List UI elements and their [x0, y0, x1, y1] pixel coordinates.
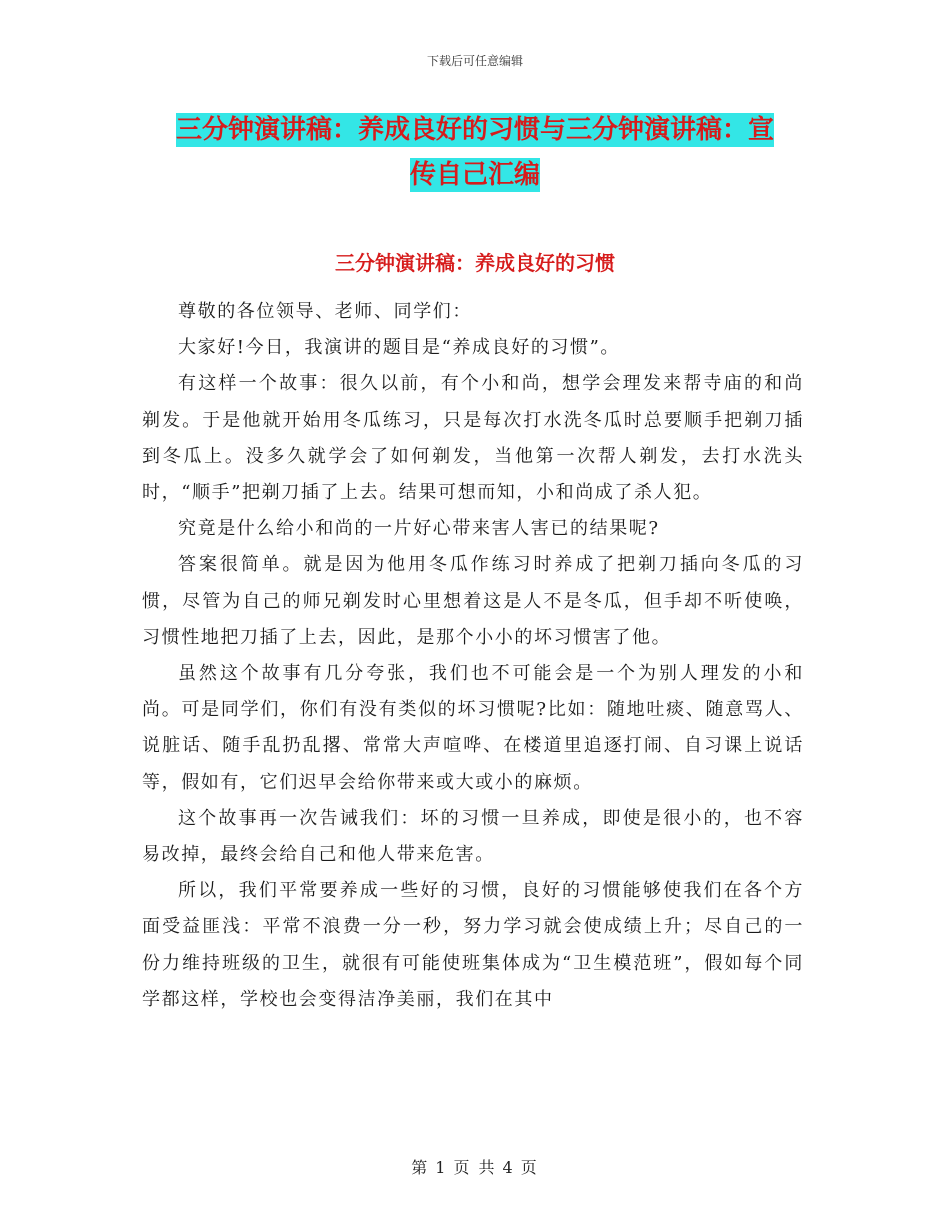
paragraph-answer: 答案很简单。就是因为他用冬瓜作练习时养成了把剃刀插向冬瓜的习惯，尽管为自己的师兄剃发时心里想着这是人不是冬瓜，但手却不听使唤，习惯性地把刀插了上去，因此，是那个小小的坏习惯害了他。 [142, 554, 804, 648]
page-prefix: 第 [411, 1158, 430, 1177]
paragraph-lesson: 这个故事再一次告诫我们：坏的习惯一旦养成，即使是很小的，也不容易改掉，最终会给自己和他人带来危害。 [142, 807, 804, 866]
paragraph-good-habits: 所以，我们平常要养成一些好的习惯，良好的习惯能够使我们在各个方面受益匪浅：平常不浪费一分一秒，努力学习就会使成绩上升；尽自己的一份力维持班级的卫生，就很有可能使班集体成为“卫生模范班”，假如每个同学都这样，学校也会变得洁净美丽，我们在其中 [142, 880, 804, 1010]
paragraph-salutation: 尊敬的各位领导、老师、同学们： [178, 301, 472, 322]
document-title-line-2: 传自己汇编 [409, 160, 540, 190]
page-header-note: 下载后可任意编辑 [426, 54, 523, 68]
total-pages-number: 4 [502, 1158, 515, 1177]
document-title-line-1: 三分钟演讲稿：养成良好的习惯与三分钟演讲稿：宣 [175, 115, 774, 145]
paragraph-question: 究竟是什么给小和尚的一片好心带来害人害已的结果呢? [178, 518, 660, 540]
paragraph-story: 有这样一个故事：很久以前，有个小和尚，想学会理发来帮寺庙的和尚剃发。于是他就开始用冬瓜练习，只是每次打水洗冬瓜时总要顺手把剃刀插到冬瓜上。没多久就学会了如何剃发，当他第一次帮人剃发，去打水洗头时，“顺手”把剃刀插了上去。结果可想而知，小和尚成了杀人犯。 [142, 373, 804, 504]
page-middle-text: 页 共 [453, 1158, 497, 1177]
speech-body [142, 294, 804, 1018]
page-suffix: 页 [520, 1158, 539, 1177]
paragraph-greeting: 大家好!今日，我演讲的题目是“养成良好的习惯”。 [178, 337, 621, 359]
current-page-number: 1 [435, 1158, 448, 1177]
document-title [120, 108, 830, 198]
page-number-footer [0, 1155, 950, 1178]
paragraph-bad-habits: 虽然这个故事有几分夸张，我们也不可能会是一个为别人理发的小和尚。可是同学们，你们有没有类似的坏习惯呢?比如：随地吐痰、随意骂人、说脏话、随手乱扔乱撂、常常大声喧哗、在楼道里追逐打闹、自习课上说话等，假如有，它们迟早会给你带来或大或小的麻烦。 [142, 663, 804, 793]
section-title: 三分钟演讲稿：养成良好的习惯 [335, 251, 615, 275]
